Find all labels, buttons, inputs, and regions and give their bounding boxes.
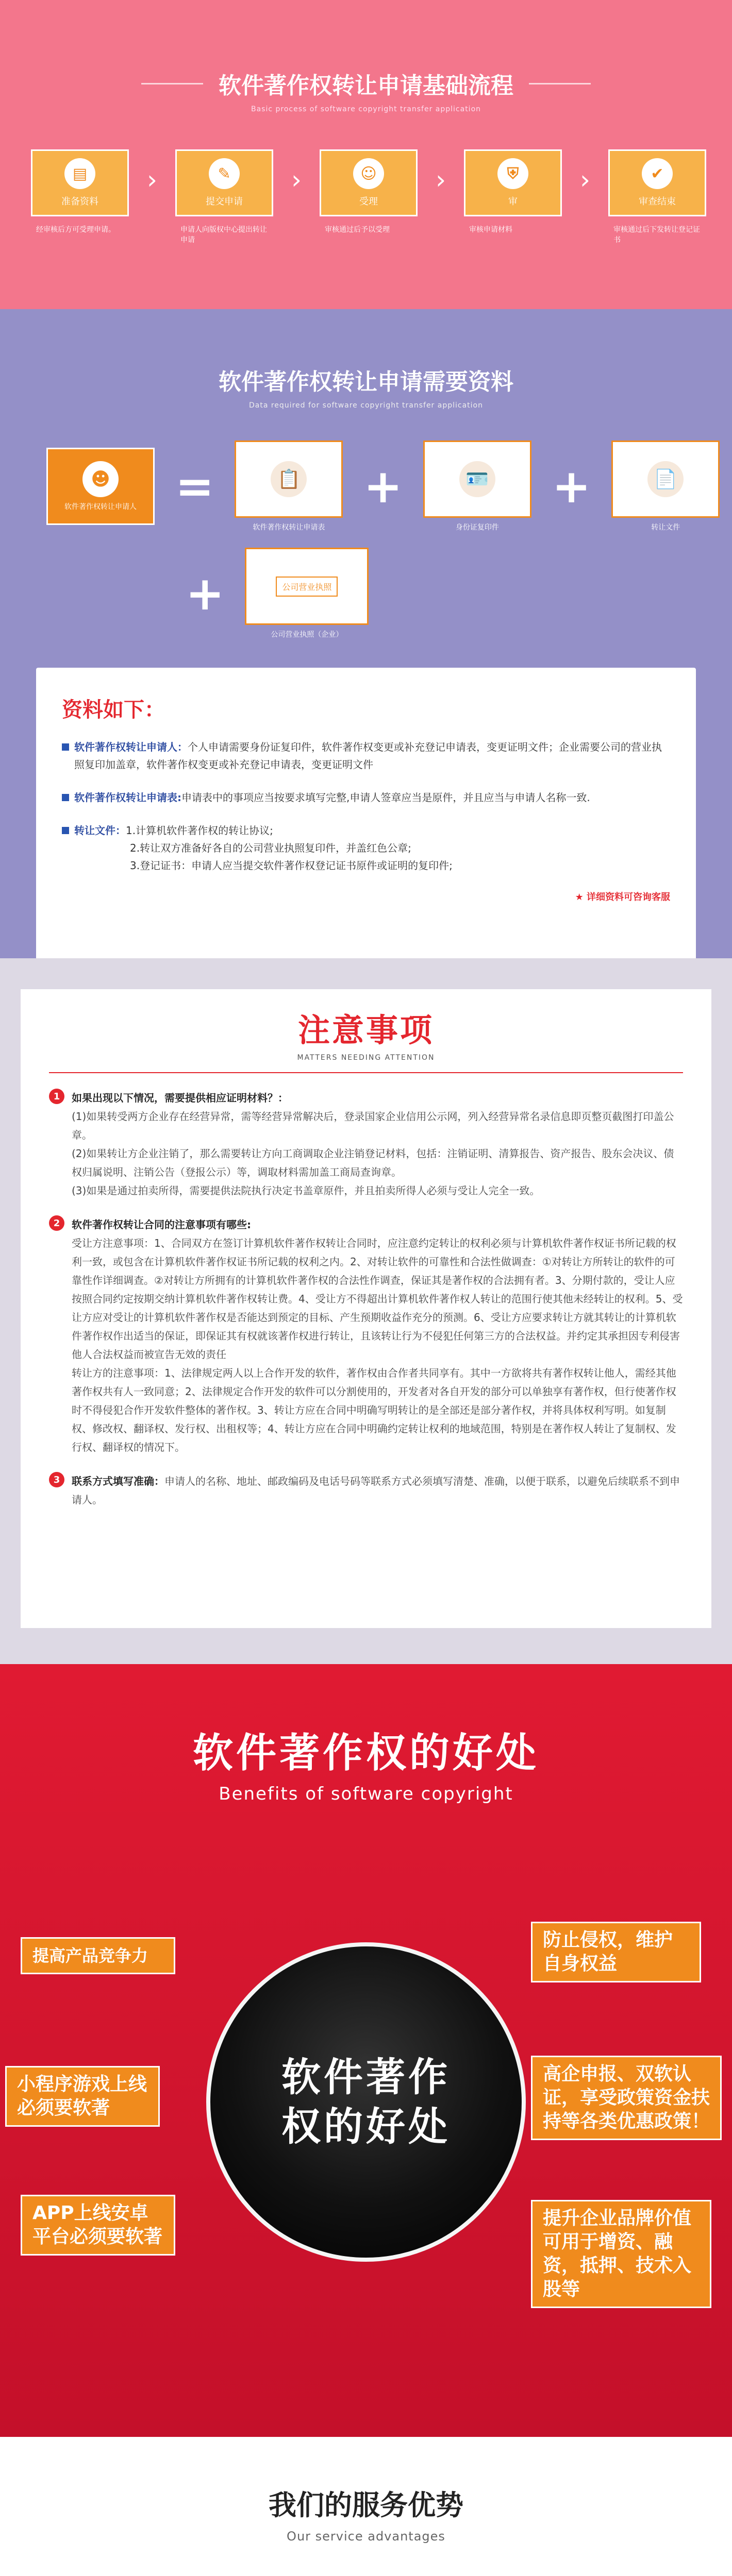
list-item [62, 738, 670, 773]
materials-equation-row2 [0, 532, 732, 639]
flow-step-label: 受理 [359, 196, 378, 207]
benefit-badge: APP上线安卓平台必须要软著 [21, 2195, 175, 2256]
arrow-right-icon: › [436, 165, 446, 195]
list-item-sub: 3.登记证书：申请人应当提交软件著作权登记证书原件或证明的复印件; [130, 859, 453, 872]
clipboard-icon: 📋 [271, 461, 307, 497]
note-paragraph: (1)如果转受两方企业存在经营异常，需等经营异常解决后，登录国家企业信用公示网，列入经营异常名录信息即页整页截图打印盖公章。 [72, 1110, 674, 1141]
benefit-badge: 高企申报、双软认证，享受政策资金扶持等各类优惠政策！ [531, 2056, 722, 2140]
materials-list-heading: 资料如下： [62, 698, 165, 722]
note-paragraph: 申请人的名称、地址、邮政编码及电话号码等联系方式必须填写清楚、准确，以便于联系，以避免后续联系不到申请人。 [72, 1475, 680, 1506]
advantages-title: 我们的服务优势 [269, 2489, 463, 2521]
flow-step [464, 149, 562, 235]
list-item-sub: 2.转让双方准备好各自的公司营业执照复印件，并盖红色公章; [130, 842, 411, 854]
note-item [49, 1089, 683, 1200]
note-paragraph: 转让方的注意事项：1、法律规定两人以上合作开发的软件，著作权由合作者共同享有。其中一方欲将共有著作权转让他人，需经其他著作权共有人一致同意；2、法律规定合作开发的软件可以分割使用的，开发者对各自开发的部分可以单独享有著作权，但行使著作权时不得侵犯合作开发软件整体的著作权。3、转让方应在合同中明确写明转让的是全部还是部分著作权，并将具体权利写明。如复制权、修改权、翻译权、发行权、出租权等；4、转让方应在合同中明确约定转让权利的地域范围，特别是在著作权人转让了复制权、发行权、翻译权的情况下。 [72, 1367, 676, 1453]
list-item [62, 822, 670, 874]
title-line-left [141, 83, 203, 84]
process-title: 软件著作权转让申请基础流程 [219, 73, 513, 99]
transfer-doc-caption: 转让文件 [651, 523, 680, 532]
list-item [62, 789, 670, 806]
list-item-text: 个人申请需要身份证复印件，软件著作权变更或补充登记申请表，变更证明文件；企业需要公司的营业执照复印加盖章，软件著作权变更或补充登记申请表，变更证明文件 [74, 741, 662, 771]
arrow-right-icon: › [580, 165, 590, 195]
transfer-doc-card [611, 440, 720, 532]
benefits-center-text: 软件著作权的好处 [281, 2054, 451, 2149]
notes-card [21, 989, 711, 1628]
note-number: 1 [49, 1089, 64, 1104]
note-number: 2 [49, 1215, 64, 1231]
benefit-badge: 小程序游戏上线必须要软著 [5, 2066, 160, 2127]
flow-step [175, 149, 273, 245]
applicant-card [46, 448, 155, 525]
flow-step-label: 准备资料 [61, 196, 98, 207]
person-icon: ☻ [82, 461, 119, 497]
process-title-row [0, 67, 732, 100]
flow-step-label: 审查结束 [639, 196, 676, 207]
documents-icon: ▤ [64, 158, 95, 189]
certificate-icon: ✔ [642, 158, 673, 189]
note-item [49, 1215, 683, 1456]
consult-note: ★ 详细资料可咨询客服 [575, 892, 670, 903]
materials-title: 软件著作权转让申请需要资料 [219, 369, 513, 395]
divider [49, 1072, 683, 1073]
process-flow [0, 113, 732, 245]
business-license-caption: 公司营业执照（企业） [271, 631, 343, 639]
flow-step-desc: 经审核后方可受理申请。 [36, 226, 115, 234]
materials-list-box [36, 668, 696, 958]
note-item [49, 1472, 683, 1509]
list-item-key: 软件著作权转让申请人： [74, 741, 188, 753]
equals-icon: = [175, 459, 214, 514]
document-icon: 📄 [647, 461, 684, 497]
application-form-card [235, 440, 343, 532]
bullet-square-icon [62, 827, 69, 834]
benefit-badge: 提高产品竞争力 [21, 1937, 175, 1974]
flow-step-label: 提交申请 [206, 196, 243, 207]
note-number: 3 [49, 1472, 64, 1487]
bullet-square-icon [62, 743, 69, 751]
meeting-icon: ☺ [353, 158, 384, 189]
process-section [0, 0, 732, 309]
id-card-caption: 身份证复印件 [455, 523, 499, 532]
flow-step [31, 149, 129, 235]
note-paragraph: (2)如果转让方企业注销了，那么需要转让方向工商调取企业注销登记材料，包括：注销证明、清算报告、资产报告、股东会决议、债权归属说明、注销公告（登报公示）等，调取材料需加盖工商局查询章。 [72, 1147, 674, 1178]
arrow-right-icon: › [291, 165, 302, 195]
list-item-text: 申请表中的事项应当按要求填写完整,申请人签章应当是原件，并且应当与申请人名称一致. [181, 791, 590, 804]
notes-section [0, 958, 732, 1664]
benefits-title: 软件著作权的好处 [192, 1730, 539, 1776]
materials-section [0, 309, 732, 958]
notes-title: 注意事项 [297, 1011, 434, 1049]
arrow-right-icon: › [147, 165, 157, 195]
notes-subtitle: MATTERS NEEDING ATTENTION [297, 1054, 435, 1062]
process-subtitle: Basic process of software copyright transfer application [251, 105, 481, 113]
review-shield-icon: ⛨ [497, 158, 528, 189]
flow-step-desc: 审核通过后下发转让登记证书 [613, 226, 700, 244]
applicant-label: 软件著作权转让申请人 [64, 503, 137, 511]
note-paragraph: (3)如果是通过拍卖所得，需要提供法院执行决定书盖章原件，并且拍卖所得人必须与受让人完全一致。 [72, 1184, 540, 1197]
hacker-circle-image [206, 1942, 526, 2262]
business-license-card [245, 548, 369, 639]
plus-icon: + [552, 459, 591, 514]
flow-step [320, 149, 418, 235]
flow-step-label: 审 [508, 196, 518, 207]
title-line-right [529, 83, 591, 84]
business-license-label: 公司营业执照 [276, 577, 338, 597]
advantages-section [0, 2437, 732, 2576]
benefits-subtitle: Benefits of software copyright [219, 1784, 513, 1804]
benefit-badge: 提升企业品牌价值可用于增资、融资，抵押、技术入股等 [531, 2200, 711, 2308]
materials-subtitle: Data required for software copyright transfer application [248, 401, 483, 410]
id-card-card [423, 440, 531, 532]
note-heading: 如果出现以下情况，需要提供相应证明材料？： [72, 1092, 288, 1104]
list-item-text: 1.计算机软件著作权的转让协议; [126, 824, 273, 837]
materials-equation [0, 410, 732, 532]
advantages-subtitle: Our service advantages [287, 2529, 445, 2544]
flow-step-desc: 审核申请材料 [469, 226, 512, 234]
flow-step-desc: 申请人向版权中心提出转让申请 [180, 226, 267, 244]
plus-icon: + [186, 566, 225, 621]
advantages-row [0, 2544, 732, 2576]
id-card-icon: 🪪 [459, 461, 495, 497]
note-heading: 软件著作权转让合同的注意事项有哪些: [72, 1218, 251, 1231]
bullet-square-icon [62, 794, 69, 801]
flow-step [608, 149, 706, 245]
list-item-key: 转让文件： [74, 824, 126, 837]
list-item-key: 软件著作权转让申请表: [74, 791, 181, 804]
application-form-caption: 软件著作权转让申请表 [253, 523, 325, 532]
benefits-section [0, 1664, 732, 2437]
note-heading: 联系方式填写准确： [72, 1475, 164, 1487]
plus-icon: + [363, 459, 403, 514]
form-icon: ✎ [209, 158, 240, 189]
benefit-badge: 防止侵权，维护自身权益 [531, 1922, 701, 1982]
note-paragraph: 受让方注意事项：1、合同双方在签订计算机软件著作权转让合同时，应注意约定转让的权利必须与计算机软件著作权证书所记载的权利一致，或包含在计算机软件著作权证书所记载的权利之内。2、对转让软件的可靠性和合法性做调查：①对转让方所转让的软件的可靠性作详细调查。②对转让方所拥有的计算机软件著作权的合法性作调查，保证其是著作权的合法拥有者。3、分期付款的，受让人应按照合同约定按期交纳计算机软件著作权转让费。4、受让方不得超出计算机软件著作权人转让的范围行使其他未经转让的权利。5、受让方应对受让的计算机软件著作权是否能达到预定的目标、产生预期收益作充分的预测。6、受让方应要求转让方就其转让的计算机软件著作权作出适当的保证，即保证其有权就该著作权进行转让，且该转让行为不侵犯任何第三方的合法权益。并约定其承担因专利侵害他人合法权益而被宣告无效的责任 [72, 1237, 683, 1361]
flow-step-desc: 审核通过后予以受理 [325, 226, 390, 234]
